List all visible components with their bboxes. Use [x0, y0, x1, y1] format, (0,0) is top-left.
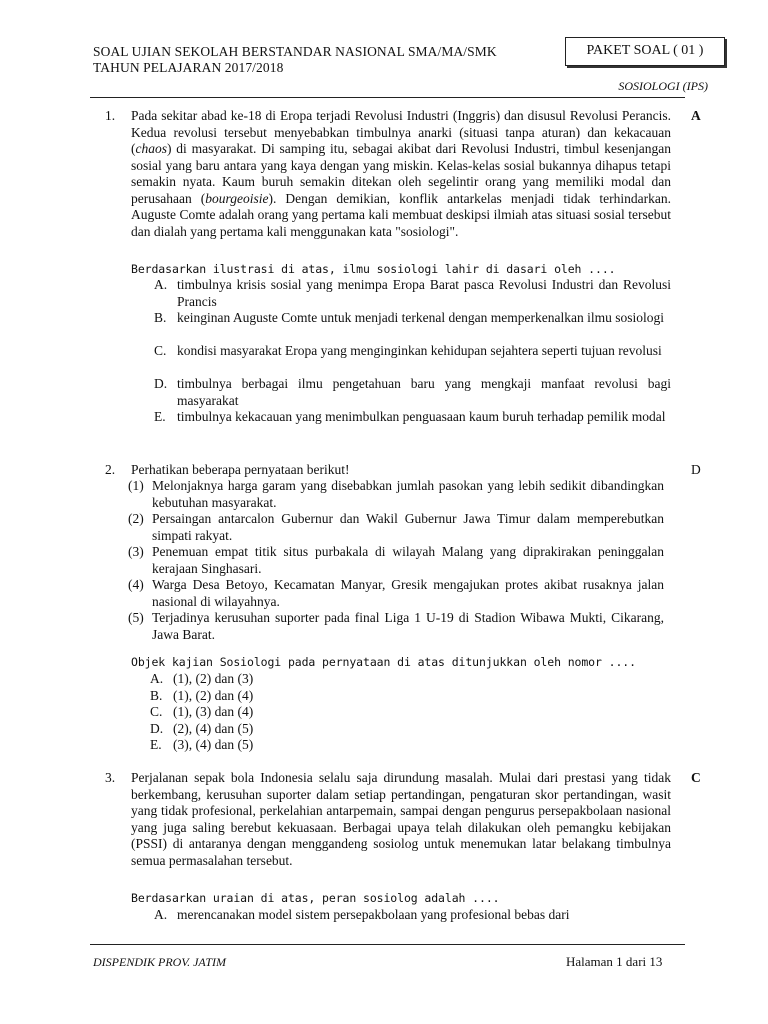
- option[interactable]: E. timbulnya kekacauan yang menimbulkan penguasaan kaum buruh terhadap pemilik modal: [154, 409, 666, 424]
- statement: (4) Warga Desa Betoyo, Kecamatan Manyar, Gresik mengajukan protes akibat rusaknya jalan nasional di wilayahnya.: [128, 577, 664, 609]
- option[interactable]: A. timbulnya krisis sosial yang menimpa Eropa Barat pasca Revolusi Industri dan Revolusi Prancis: [154, 277, 671, 309]
- option[interactable]: A. merencanakan model sistem persepakbolaan yang profesional bebas dari: [154, 907, 570, 922]
- question-number: 2.: [105, 462, 116, 477]
- statement: (3) Penemuan empat titik situs purbakala di wilayah Malang yang diprakirakan peninggalan kerajaan Singhasari.: [128, 544, 664, 576]
- option[interactable]: C. kondisi masyarakat Eropa yang menginginkan kehidupan sejahtera seperti tujuan revolusi: [154, 343, 662, 358]
- answer-key: D: [691, 462, 701, 477]
- statement: (1) Melonjaknya harga garam yang disebabkan jumlah pasokan yang lebih sedikit dibandingkan kebutuhan masyarakat.: [128, 478, 664, 510]
- exam-title: [93, 44, 497, 76]
- question-2-intro: Perhatikan beberapa pernyataan berikut!: [131, 462, 350, 477]
- question-number: 1.: [105, 108, 116, 123]
- answer-key: A: [691, 108, 701, 123]
- question-1-text: Pada sekitar abad ke-18 di Eropa terjadi Revolusi Industri (Inggris) dan disusul Revolusi Perancis. Kedua revolusi tersebut menyebabkan timbulnya anarki (situasi tanpa aturan) dan kekacauan (chaos) di masyarakat. Di samping itu, sebagai akibat dari Revolusi Industri, timbul kesenjangan sosial yang baru antara yang kaya dengan yang miskin. Kelas-kelas sosial bukannya dihapus tetapi semakin nyata. Kaum buruh semakin ditekan oleh segelintir orang yang memiliki modal dan perusahaan (bourgeoisie). Dengan demikian, konflik antarkelas menjadi tidak terhindarkan. Auguste Comte adalah orang yang pertama kali membuat deskipsi ilmiah atas situasi sosial tersebut dan dialah yang pertama kali menggunakan kata "sosiologi".: [131, 108, 671, 239]
- option[interactable]: B. (1), (2) dan (4): [150, 687, 254, 703]
- question-3-text: Perjalanan sepak bola Indonesia selalu saja dirundung masalah. Mulai dari prestasi yang tidak berkembang, kerusuhan suporter dalam setiap pertandingan, pengaturan skor pertandingan, wasit yang tidak profesional, perkelahian antarpemain, sampai dengan pengurus persepakbolaan nasional yang juga saling berebut kekuasaan. Berbagai upaya telah dilakukan oleh pemangku kebijakan (PSSI) di antaranya dengan menggandeng sosiolog untuk menemukan latar belakang timbulnya semua permasalahan tersebut.: [131, 770, 671, 868]
- statement: (2) Persaingan antarcalon Gubernur dan Wakil Gubernur Jawa Timur dalam memperebutkan simpati rakyat.: [128, 511, 664, 543]
- statement: (5) Terjadinya kerusuhan suporter pada final Liga 1 U-19 di Stadion Wibawa Mukti, Cikarang, Jawa Barat.: [128, 610, 664, 642]
- option[interactable]: C. (1), (3) dan (4): [150, 704, 254, 719]
- question-2-options: [150, 671, 350, 754]
- option[interactable]: B. keinginan Auguste Comte untuk menjadi terkenal dengan memperkenalkan ilmu sosiologi: [154, 310, 665, 325]
- question-2-prompt: Objek kajian Sosiologi pada pernyataan di atas ditunjukkan oleh nomor ....: [131, 655, 636, 669]
- footer-left: DISPENDIK PROV. JATIM: [93, 955, 226, 969]
- option[interactable]: E. (3), (4) dan (5): [150, 737, 254, 752]
- question-number: 3.: [105, 770, 116, 785]
- option[interactable]: D. timbulnya berbagai ilmu pengetahuan baru yang mengkaji manfaat revolusi bagi masyarakat: [154, 376, 671, 408]
- footer-rule: [90, 944, 685, 945]
- option[interactable]: D. (2), (4) dan (5): [150, 720, 254, 736]
- subject-label: SOSIOLOGI (IPS): [618, 79, 708, 93]
- header-rule: [90, 97, 685, 98]
- exam-title-line2: TAHUN PELAJARAN 2017/2018: [93, 60, 284, 75]
- paket-soal-box: PAKET SOAL ( 01 ): [565, 37, 725, 66]
- page-number: Halaman 1 dari 13: [566, 954, 663, 969]
- option[interactable]: A. (1), (2) dan (3): [150, 671, 254, 686]
- question-3-prompt: Berdasarkan uraian di atas, peran sosiolog adalah ....: [131, 891, 500, 905]
- exam-title-line1: SOAL UJIAN SEKOLAH BERSTANDAR NASIONAL SMA/MA/SMK: [93, 44, 497, 59]
- question-3-options: [154, 907, 671, 924]
- question-1-prompt: Berdasarkan ilustrasi di atas, ilmu sosiologi lahir di dasari oleh ....: [131, 262, 616, 276]
- question-1-options: [154, 277, 671, 442]
- question-2-statements: [128, 478, 664, 643]
- answer-key: C: [691, 770, 701, 785]
